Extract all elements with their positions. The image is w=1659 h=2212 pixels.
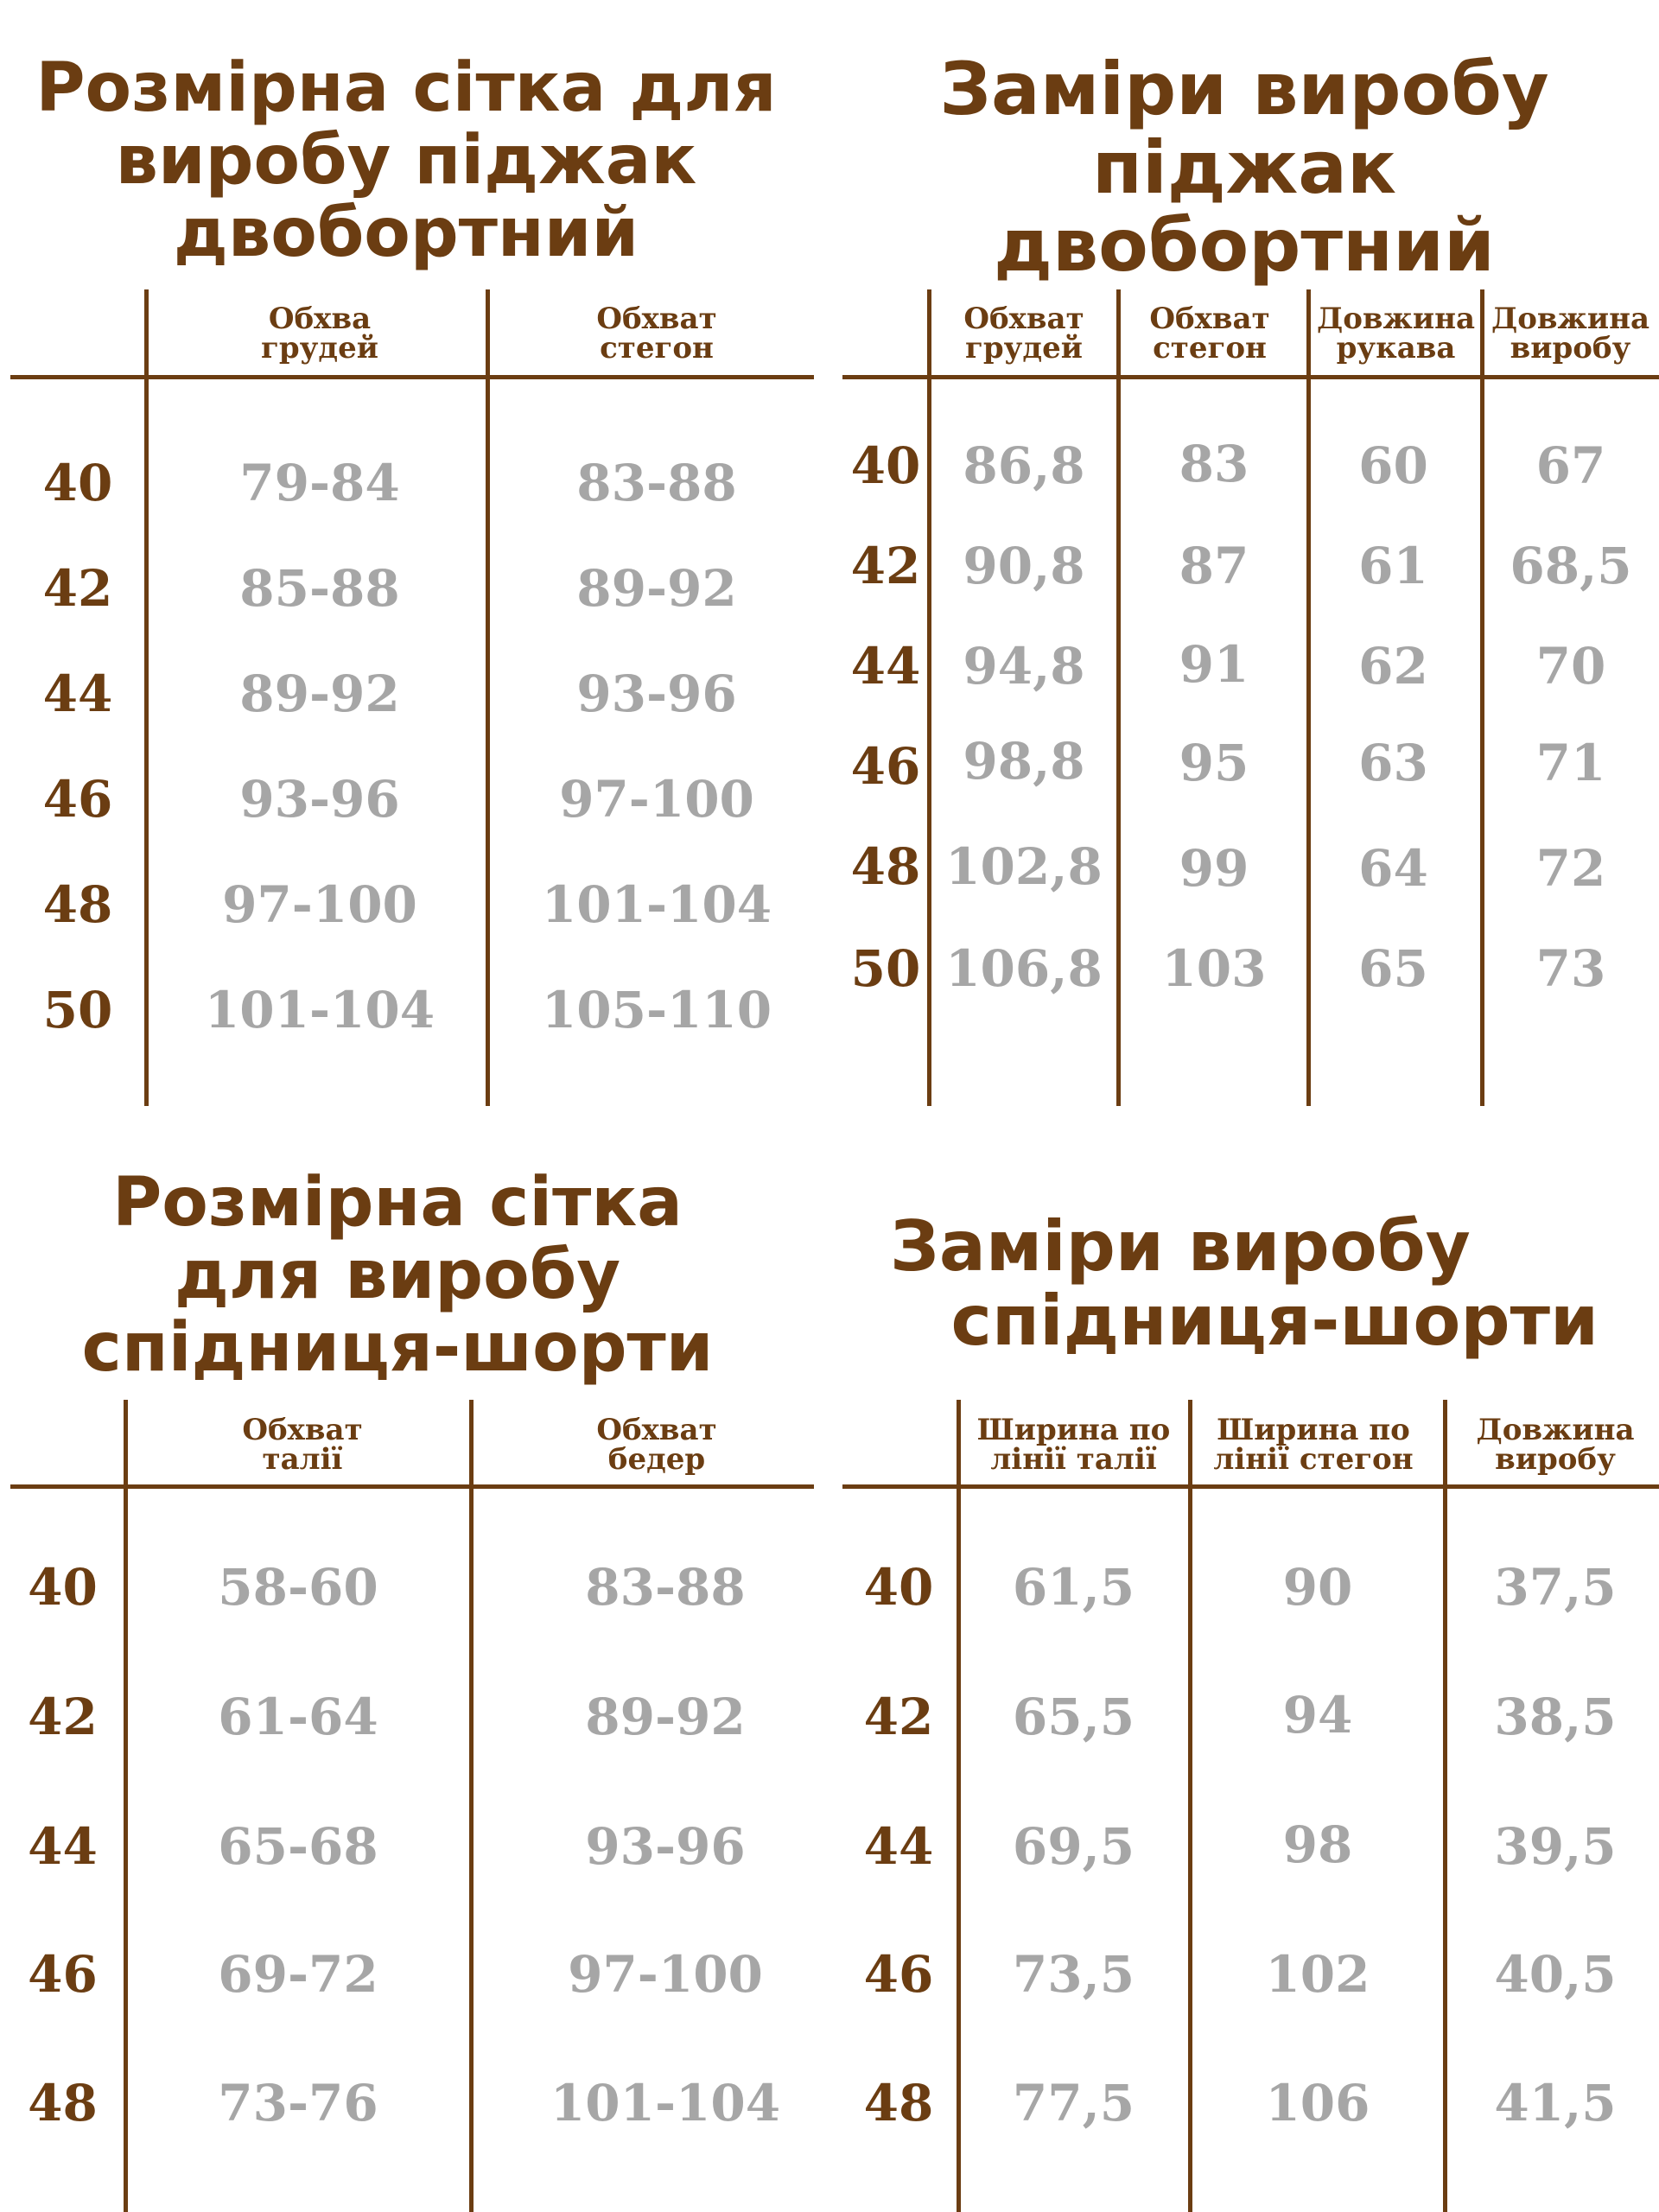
- table-cell: 94,8: [963, 637, 1085, 696]
- table-cell: 85-88: [239, 559, 400, 618]
- table-cell: 70: [1535, 637, 1606, 696]
- size-label: 42: [850, 537, 921, 595]
- skort-measurements-title: [864, 1206, 1624, 1362]
- size-label: 46: [863, 1945, 934, 2004]
- table-cell: 38,5: [1494, 1688, 1617, 1746]
- size-label: 44: [863, 1817, 934, 1876]
- size-label: 48: [850, 837, 921, 896]
- table-cell: 93-96: [239, 770, 400, 829]
- table-cell: 79-84: [239, 454, 400, 512]
- table-header-divider: [10, 1484, 814, 1489]
- table-column-divider: [957, 1400, 961, 2212]
- table-cell: 67: [1535, 436, 1606, 495]
- table-cell: 65,5: [1012, 1688, 1135, 1746]
- size-label: 50: [42, 981, 113, 1039]
- table-cell: 98: [1282, 1815, 1353, 1874]
- header-line: рукава: [1336, 331, 1456, 365]
- table-column-divider: [486, 289, 490, 1106]
- size-label: 44: [28, 1817, 98, 1876]
- table-cell: 61: [1358, 537, 1428, 595]
- size-label: 50: [850, 939, 921, 998]
- table-cell: 72: [1535, 839, 1606, 898]
- table-column-divider: [469, 1400, 474, 2212]
- table-column-divider: [1443, 1400, 1447, 2212]
- table-cell: 83: [1179, 435, 1249, 493]
- header-line: Довжина: [1317, 302, 1475, 336]
- header-line: стегон: [1153, 331, 1267, 365]
- title-line: спідниця-шорти: [950, 1281, 1599, 1362]
- size-label: 48: [863, 2074, 934, 2133]
- title-line: піджак двобортний: [994, 124, 1495, 289]
- title-line: спідниця-шорти: [81, 1309, 714, 1388]
- header-line: Обхва: [268, 302, 372, 336]
- size-label: 40: [850, 436, 921, 495]
- table-cell: 102,8: [945, 837, 1103, 896]
- skort-size-chart-title: [52, 1164, 743, 1388]
- table-cell: 89-92: [576, 559, 737, 618]
- column-header-chest: [938, 304, 1110, 363]
- size-label: 44: [850, 637, 921, 696]
- table-cell: 93-96: [576, 664, 737, 723]
- table-column-divider: [124, 1400, 128, 2212]
- size-label: 46: [28, 1945, 98, 2004]
- table-header-divider: [10, 375, 814, 379]
- table-cell: 58-60: [218, 1558, 378, 1617]
- table-cell: 64: [1358, 839, 1428, 898]
- table-cell: 86,8: [963, 436, 1085, 495]
- table-cell: 102: [1265, 1945, 1370, 2004]
- jacket-measurements-title: [855, 47, 1633, 289]
- table-cell: 89-92: [585, 1688, 746, 1746]
- column-header-garment-length: [1452, 1413, 1659, 1477]
- size-label: 46: [42, 770, 113, 829]
- table-cell: 105-110: [541, 981, 772, 1039]
- column-header-sleeve-length: [1312, 304, 1480, 363]
- size-label: 40: [42, 454, 113, 512]
- table-cell: 97-100: [559, 770, 754, 829]
- table-cell: 77,5: [1012, 2074, 1135, 2133]
- title-line: Розмірна сітка: [112, 1164, 683, 1242]
- header-line: Обхват: [596, 302, 717, 336]
- header-line: лінії стегон: [1213, 1442, 1414, 1477]
- header-line: Обхват: [596, 1413, 717, 1447]
- jacket-size-chart-title: [35, 49, 778, 273]
- table-header-divider: [842, 1484, 1659, 1489]
- table-cell: 73: [1535, 939, 1606, 998]
- size-label: 40: [28, 1558, 98, 1617]
- title-line: для виробу: [174, 1236, 621, 1315]
- size-label: 42: [42, 559, 113, 618]
- header-line: Довжина: [1491, 302, 1649, 336]
- column-header-hip-width: [1201, 1413, 1426, 1477]
- header-line: Обхват: [1149, 302, 1270, 336]
- table-cell: 63: [1358, 734, 1428, 792]
- table-cell: 94: [1282, 1686, 1353, 1745]
- table-cell: 61,5: [1012, 1558, 1135, 1617]
- size-label: 40: [863, 1558, 934, 1617]
- column-header-hips: [510, 1413, 804, 1477]
- column-header-waist: [156, 1413, 449, 1477]
- header-line: Довжина: [1476, 1413, 1635, 1447]
- title-line: Розмірна сітка для: [35, 49, 777, 127]
- table-cell: 62: [1358, 637, 1428, 696]
- size-label: 48: [42, 875, 113, 934]
- header-line: Ширина по: [1217, 1413, 1410, 1447]
- table-cell: 61-64: [218, 1688, 378, 1746]
- column-header-waist-width: [963, 1413, 1184, 1477]
- table-cell: 101-104: [204, 981, 435, 1039]
- table-cell: 69-72: [218, 1945, 378, 2004]
- table-column-divider: [1116, 289, 1121, 1106]
- header-line: бедер: [607, 1442, 706, 1477]
- table-cell: 106,8: [945, 939, 1103, 998]
- header-line: Ширина по: [976, 1413, 1171, 1447]
- size-label: 44: [42, 664, 113, 723]
- column-header-chest: [173, 304, 467, 363]
- header-line: грудей: [965, 331, 1083, 365]
- table-cell: 106: [1265, 2074, 1370, 2133]
- column-header-hips: [1123, 304, 1296, 363]
- table-column-divider: [144, 289, 149, 1106]
- header-line: лінії талії: [990, 1442, 1157, 1477]
- size-label: 46: [850, 737, 921, 796]
- header-line: стегон: [600, 331, 714, 365]
- table-cell: 103: [1161, 939, 1267, 998]
- table-cell: 83-88: [585, 1558, 746, 1617]
- table-cell: 93-96: [585, 1817, 746, 1876]
- table-cell: 65: [1358, 939, 1428, 998]
- table-cell: 90: [1282, 1558, 1353, 1617]
- table-cell: 39,5: [1494, 1817, 1617, 1876]
- column-header-garment-length: [1486, 304, 1655, 363]
- title-line: виробу піджак: [115, 122, 697, 200]
- column-header-hips: [510, 304, 804, 363]
- table-cell: 95: [1179, 734, 1249, 792]
- table-cell: 65-68: [218, 1817, 378, 1876]
- header-line: Обхват: [242, 1413, 363, 1447]
- header-line: виробу: [1510, 331, 1631, 365]
- size-label: 42: [863, 1688, 934, 1746]
- header-line: Обхват: [963, 302, 1084, 336]
- table-cell: 73-76: [218, 2074, 378, 2133]
- table-cell: 98,8: [963, 732, 1085, 791]
- title-line: Заміри виробу: [939, 47, 1549, 131]
- table-header-divider: [842, 375, 1659, 379]
- table-column-divider: [1188, 1400, 1192, 2212]
- title-line: двобортний: [173, 194, 639, 273]
- table-cell: 97-100: [568, 1945, 763, 2004]
- table-cell: 99: [1179, 839, 1249, 898]
- table-cell: 91: [1179, 635, 1249, 694]
- header-line: грудей: [261, 331, 378, 365]
- table-cell: 73,5: [1012, 1945, 1135, 2004]
- table-cell: 101-104: [541, 875, 772, 934]
- table-cell: 90,8: [963, 537, 1085, 595]
- table-cell: 97-100: [222, 875, 417, 934]
- header-line: талії: [262, 1442, 343, 1477]
- title-line: Заміри виробу: [890, 1206, 1471, 1287]
- table-cell: 83-88: [576, 454, 737, 512]
- table-cell: 37,5: [1494, 1558, 1617, 1617]
- size-label: 48: [28, 2074, 98, 2133]
- table-cell: 87: [1179, 537, 1249, 595]
- header-line: виробу: [1495, 1442, 1616, 1477]
- size-label: 42: [28, 1688, 98, 1746]
- table-cell: 71: [1535, 734, 1606, 792]
- table-cell: 68,5: [1510, 537, 1632, 595]
- table-cell: 89-92: [239, 664, 400, 723]
- table-cell: 69,5: [1012, 1817, 1135, 1876]
- table-cell: 101-104: [550, 2074, 781, 2133]
- table-cell: 40,5: [1494, 1945, 1617, 2004]
- table-cell: 41,5: [1494, 2074, 1617, 2133]
- table-cell: 60: [1358, 436, 1428, 495]
